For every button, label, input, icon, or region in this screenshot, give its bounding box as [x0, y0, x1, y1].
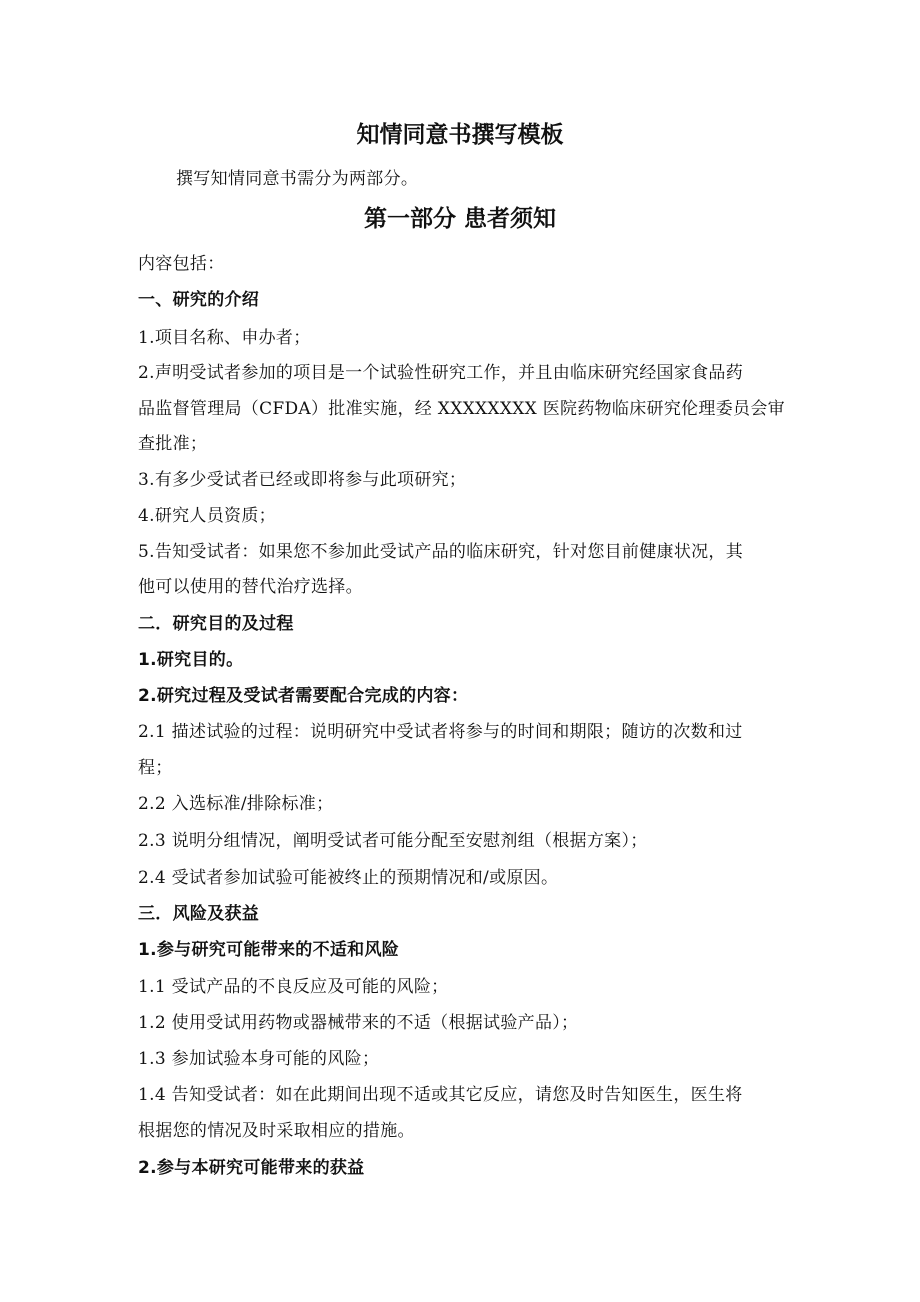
document-title: 知情同意书撰写模板	[356, 122, 564, 148]
part1-heading: 第一部分 患者须知	[363, 206, 556, 232]
section-2-heading: 二．研究目的及过程	[138, 614, 294, 634]
section-2-sub2: 2.研究过程及受试者需要配合完成的内容：	[138, 686, 469, 706]
section-1-line: 品监督管理局（CFDA）批准实施，经 XXXXXXXX 医院药物临床研究伦理委员会审	[138, 399, 785, 419]
section-3-line: 1.4 告知受试者：如在此期间出现不适或其它反应，请您及时告知医生，医生将	[138, 1085, 743, 1105]
section-3-line: 1.1 受试产品的不良反应及可能的风险；	[138, 977, 449, 997]
section-2-line: 2.4 受试者参加试验可能被终止的预期情况和/或原因。	[138, 868, 559, 888]
section-3-heading: 三．风险及获益	[138, 904, 260, 924]
section-2-line: 2.3 说明分组情况，阐明受试者可能分配至安慰剂组（根据方案）；	[138, 831, 648, 851]
section-3-line: 1.3 参加试验本身可能的风险；	[138, 1049, 380, 1069]
section-3-sub2: 2.参与本研究可能带来的获益	[138, 1158, 365, 1178]
section-3-line: 根据您的情况及时采取相应的措施。	[138, 1121, 415, 1141]
intro-text: 撰写知情同意书需分为两部分。	[176, 169, 419, 189]
section-1-line: 5.告知受试者：如果您不参加此受试产品的临床研究，针对您目前健康状况，其	[138, 542, 744, 562]
section-1-line: 他可以使用的替代治疗选择。	[138, 577, 363, 597]
section-1-line: 查批准；	[138, 434, 208, 454]
section-2-line: 程；	[138, 758, 173, 778]
section-1-line: 3.有多少受试者已经或即将参与此项研究；	[138, 470, 467, 490]
section-2-sub1: 1.研究目的。	[138, 650, 244, 670]
section-1-line: 1.项目名称、申办者；	[138, 328, 311, 348]
section-1-line: 2.声明受试者参加的项目是一个试验性研究工作，并且由临床研究经国家食品药	[138, 363, 744, 383]
section-2-line: 2.1 描述试验的过程：说明研究中受试者将参与的时间和期限；随访的次数和过	[138, 722, 743, 742]
section-3-sub1: 1.参与研究可能带来的不适和风险	[138, 940, 400, 960]
section-2-line: 2.2 入选标准/排除标准；	[138, 794, 334, 814]
section-1-line: 4.研究人员资质；	[138, 506, 276, 526]
section-1-heading: 一、研究的介绍	[138, 290, 260, 310]
content-label: 内容包括：	[138, 254, 225, 274]
section-3-line: 1.2 使用受试用药物或器械带来的不适（根据试验产品）；	[138, 1013, 579, 1033]
